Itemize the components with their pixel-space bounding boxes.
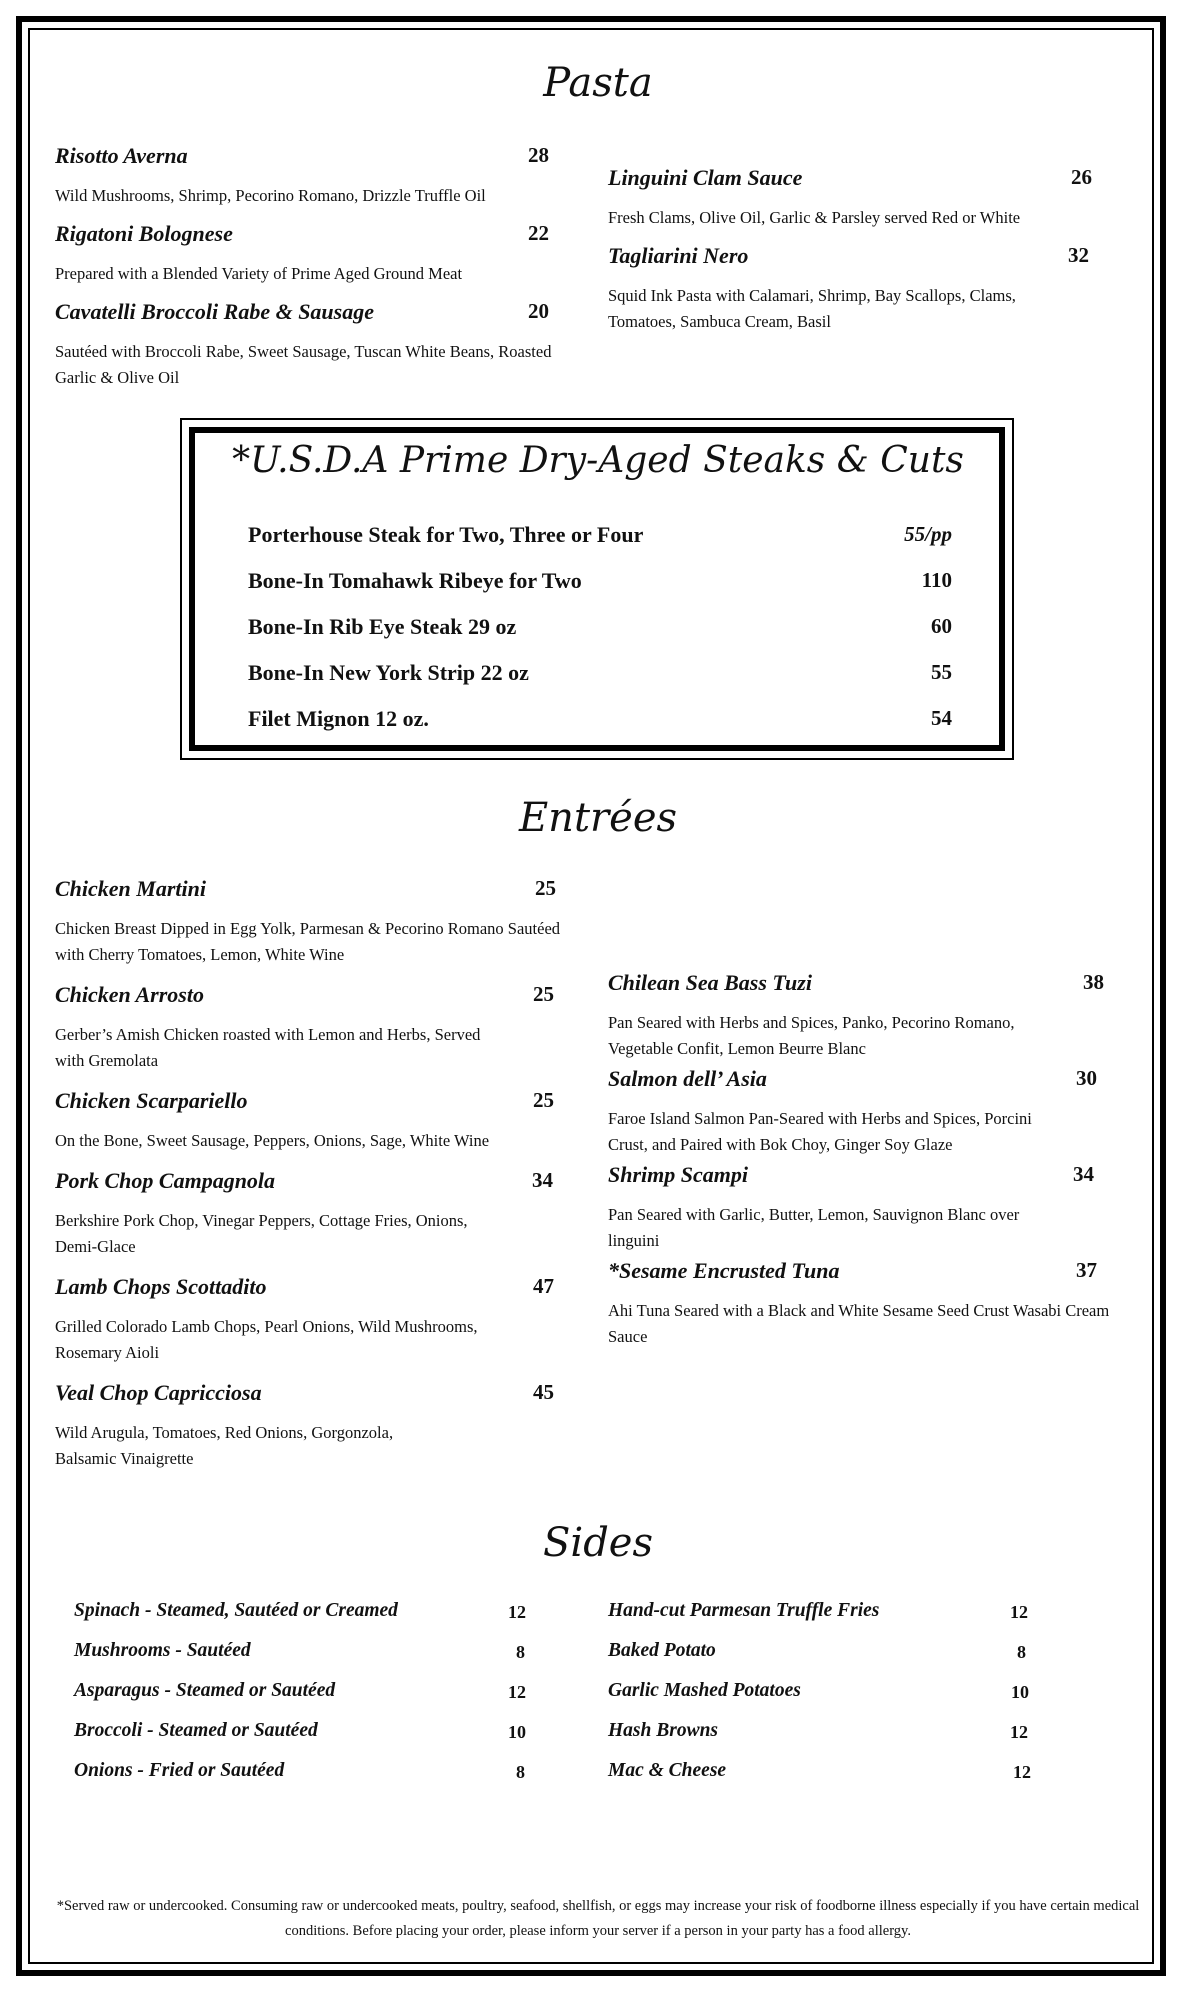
- item-name: Chicken Arrosto: [55, 982, 204, 1007]
- item-description: Prepared with a Blended Variety of Prime Aged Ground Meat: [55, 264, 463, 283]
- item-name: Garlic Mashed Potatoes: [608, 1680, 801, 1701]
- item-price: 10: [1011, 1682, 1029, 1702]
- item-price: 12: [508, 1602, 526, 1622]
- steak-item: [248, 568, 952, 608]
- item-name: Bone-In Tomahawk Ribeye for Two: [248, 568, 582, 593]
- menu-item: [608, 165, 1108, 231]
- item-name: Bone-In New York Strip 22 oz: [248, 660, 529, 685]
- item-name: Hash Browns: [608, 1720, 719, 1741]
- item-name: Rigatoni Bolognese: [55, 221, 233, 246]
- item-price: 8: [516, 1762, 525, 1782]
- item-price: 110: [921, 568, 952, 592]
- side-item: [608, 1720, 1048, 1760]
- item-name: Bone-In Rib Eye Steak 29 oz: [248, 614, 517, 639]
- item-price: 34: [532, 1168, 553, 1192]
- item-name: Linguini Clam Sauce: [608, 165, 803, 190]
- item-price: 38: [1083, 970, 1104, 994]
- menu-item: [608, 1258, 1128, 1350]
- item-name: Salmon dell’ Asia: [608, 1066, 767, 1091]
- item-description: Pan Seared with Garlic, Butter, Lemon, Sauvignon Blanc over linguini: [608, 1205, 1020, 1250]
- section-title-pasta: Pasta: [543, 60, 653, 106]
- item-name: Asparagus - Steamed or Sautéed: [74, 1680, 336, 1701]
- item-price: 37: [1076, 1258, 1097, 1282]
- item-price: 12: [508, 1682, 526, 1702]
- item-name: Spinach - Steamed, Sautéed or Creamed: [74, 1600, 398, 1621]
- item-name: Chicken Martini: [55, 876, 206, 901]
- item-price: 60: [931, 614, 952, 638]
- item-name: Mac & Cheese: [608, 1760, 727, 1781]
- side-item: [74, 1600, 534, 1640]
- item-name: Baked Potato: [608, 1640, 716, 1661]
- menu-item: [608, 1162, 1128, 1254]
- menu-item: [55, 1088, 575, 1154]
- item-price: 8: [516, 1642, 525, 1662]
- item-name: Pork Chop Campagnola: [55, 1168, 276, 1193]
- item-name: Tagliarini Nero: [608, 243, 749, 268]
- item-price: 32: [1068, 243, 1089, 267]
- item-price: 22: [528, 221, 549, 245]
- item-description: Ahi Tuna Seared with a Black and White Sesame Seed Crust Wasabi Cream Sauce: [608, 1301, 1110, 1346]
- item-description: Berkshire Pork Chop, Vinegar Peppers, Cottage Fries, Onions, Demi-Glace: [55, 1211, 468, 1256]
- item-name: Porterhouse Steak for Two, Three or Four: [248, 522, 644, 547]
- pasta-left-column: [55, 143, 555, 391]
- steak-item: [248, 660, 952, 700]
- item-price: 10: [508, 1722, 526, 1742]
- menu-item: [608, 1066, 1128, 1158]
- section-title-sides: Sides: [543, 1520, 653, 1566]
- item-name: Lamb Chops Scottadito: [55, 1274, 267, 1299]
- item-description: Fresh Clams, Olive Oil, Garlic & Parsley served Red or White: [608, 208, 1021, 227]
- menu-item: [55, 221, 555, 287]
- side-item: [608, 1680, 1048, 1720]
- item-price: 12: [1010, 1602, 1028, 1622]
- item-name: Filet Mignon 12 oz.: [248, 706, 429, 731]
- menu-item: [608, 970, 1128, 1062]
- item-description: Gerber’s Amish Chicken roasted with Lemon and Herbs, Served with Gremolata: [55, 1025, 481, 1070]
- item-price: 34: [1073, 1162, 1094, 1186]
- item-name: Veal Chop Capricciosa: [55, 1380, 262, 1405]
- sides-right-column: [608, 1600, 1048, 1800]
- item-description: Sautéed with Broccoli Rabe, Sweet Sausage, Tuscan White Beans, Roasted Garlic & Olive Oil: [55, 342, 552, 387]
- menu-item: [55, 982, 575, 1074]
- item-name: Chilean Sea Bass Tuzi: [608, 970, 812, 995]
- item-description: Squid Ink Pasta with Calamari, Shrimp, Bay Scallops, Clams, Tomatoes, Sambuca Cream, Basil: [608, 286, 1016, 331]
- menu-item: [55, 299, 555, 391]
- item-name: Cavatelli Broccoli Rabe & Sausage: [55, 299, 374, 324]
- item-name: Mushrooms - Sautéed: [74, 1640, 251, 1661]
- item-price: 25: [533, 982, 554, 1006]
- item-price: 25: [533, 1088, 554, 1112]
- item-description: Wild Arugula, Tomatoes, Red Onions, Gorgonzola, Balsamic Vinaigrette: [55, 1423, 394, 1468]
- item-description: Faroe Island Salmon Pan-Seared with Herbs and Spices, Porcini Crust, and Paired with Bok Choy, Ginger Soy Glaze: [608, 1109, 1032, 1154]
- side-item: [74, 1720, 534, 1760]
- item-price: 8: [1017, 1642, 1026, 1662]
- item-name: Risotto Averna: [55, 143, 188, 168]
- item-description: Pan Seared with Herbs and Spices, Panko, Pecorino Romano, Vegetable Confit, Lemon Beurre Blanc: [608, 1013, 1015, 1058]
- section-title-entrees: Entrées: [518, 795, 678, 841]
- item-price: 54: [931, 706, 952, 730]
- entrees-right-column: [608, 970, 1128, 1350]
- side-item: [608, 1760, 1048, 1800]
- side-item: [74, 1760, 534, 1800]
- menu-item: [608, 243, 1108, 335]
- item-price: 28: [528, 143, 549, 167]
- allergy-disclaimer: *Served raw or undercooked. Consuming raw or undercooked meats, poultry, seafood, shellfish, or eggs may increase your risk of foodborne illness especially if you have certain medical conditions. Before placing your order, please inform your server if a person in your party has a food allergy.: [56, 1898, 1140, 1939]
- steak-item: [248, 706, 952, 746]
- item-name: *Sesame Encrusted Tuna: [608, 1258, 840, 1283]
- steak-item: [248, 614, 952, 654]
- menu-item: [55, 1380, 575, 1472]
- item-price: 12: [1013, 1762, 1031, 1782]
- steak-item: [248, 522, 952, 562]
- item-price: 30: [1076, 1066, 1097, 1090]
- menu-item: [55, 876, 575, 968]
- side-item: [608, 1600, 1048, 1640]
- item-name: Broccoli - Steamed or Sautéed: [74, 1720, 318, 1741]
- menu-item: [55, 1274, 575, 1366]
- item-description: Grilled Colorado Lamb Chops, Pearl Onions, Wild Mushrooms, Rosemary Aioli: [55, 1317, 478, 1362]
- item-price: 47: [533, 1274, 554, 1298]
- item-name: Onions - Fried or Sautéed: [74, 1760, 285, 1781]
- item-name: Shrimp Scampi: [608, 1162, 748, 1187]
- item-description: Chicken Breast Dipped in Egg Yolk, Parmesan & Pecorino Romano Sautéed with Cherry Tomatoes, Lemon, White Wine: [55, 919, 561, 964]
- side-item: [608, 1640, 1048, 1680]
- item-price: 55: [931, 660, 952, 684]
- side-item: [74, 1640, 534, 1680]
- sides-left-column: [74, 1600, 534, 1800]
- menu-item: [55, 143, 555, 209]
- side-item: [74, 1680, 534, 1720]
- item-description: On the Bone, Sweet Sausage, Peppers, Onions, Sage, White Wine: [55, 1131, 490, 1150]
- item-price: 55/pp: [904, 522, 952, 546]
- pasta-right-column: [608, 165, 1108, 335]
- item-price: 20: [528, 299, 549, 323]
- menu-item: [55, 1168, 575, 1260]
- entrees-left-column: [55, 876, 575, 1472]
- item-price: 26: [1071, 165, 1092, 189]
- item-name: Chicken Scarpariello: [55, 1088, 248, 1113]
- section-title-steaks: *U.S.D.A Prime Dry-Aged Steaks & Cuts: [232, 440, 964, 481]
- item-price: 25: [535, 876, 556, 900]
- item-price: 12: [1010, 1722, 1028, 1742]
- item-name: Hand-cut Parmesan Truffle Fries: [608, 1600, 880, 1621]
- item-price: 45: [533, 1380, 554, 1404]
- item-description: Wild Mushrooms, Shrimp, Pecorino Romano, Drizzle Truffle Oil: [55, 186, 486, 205]
